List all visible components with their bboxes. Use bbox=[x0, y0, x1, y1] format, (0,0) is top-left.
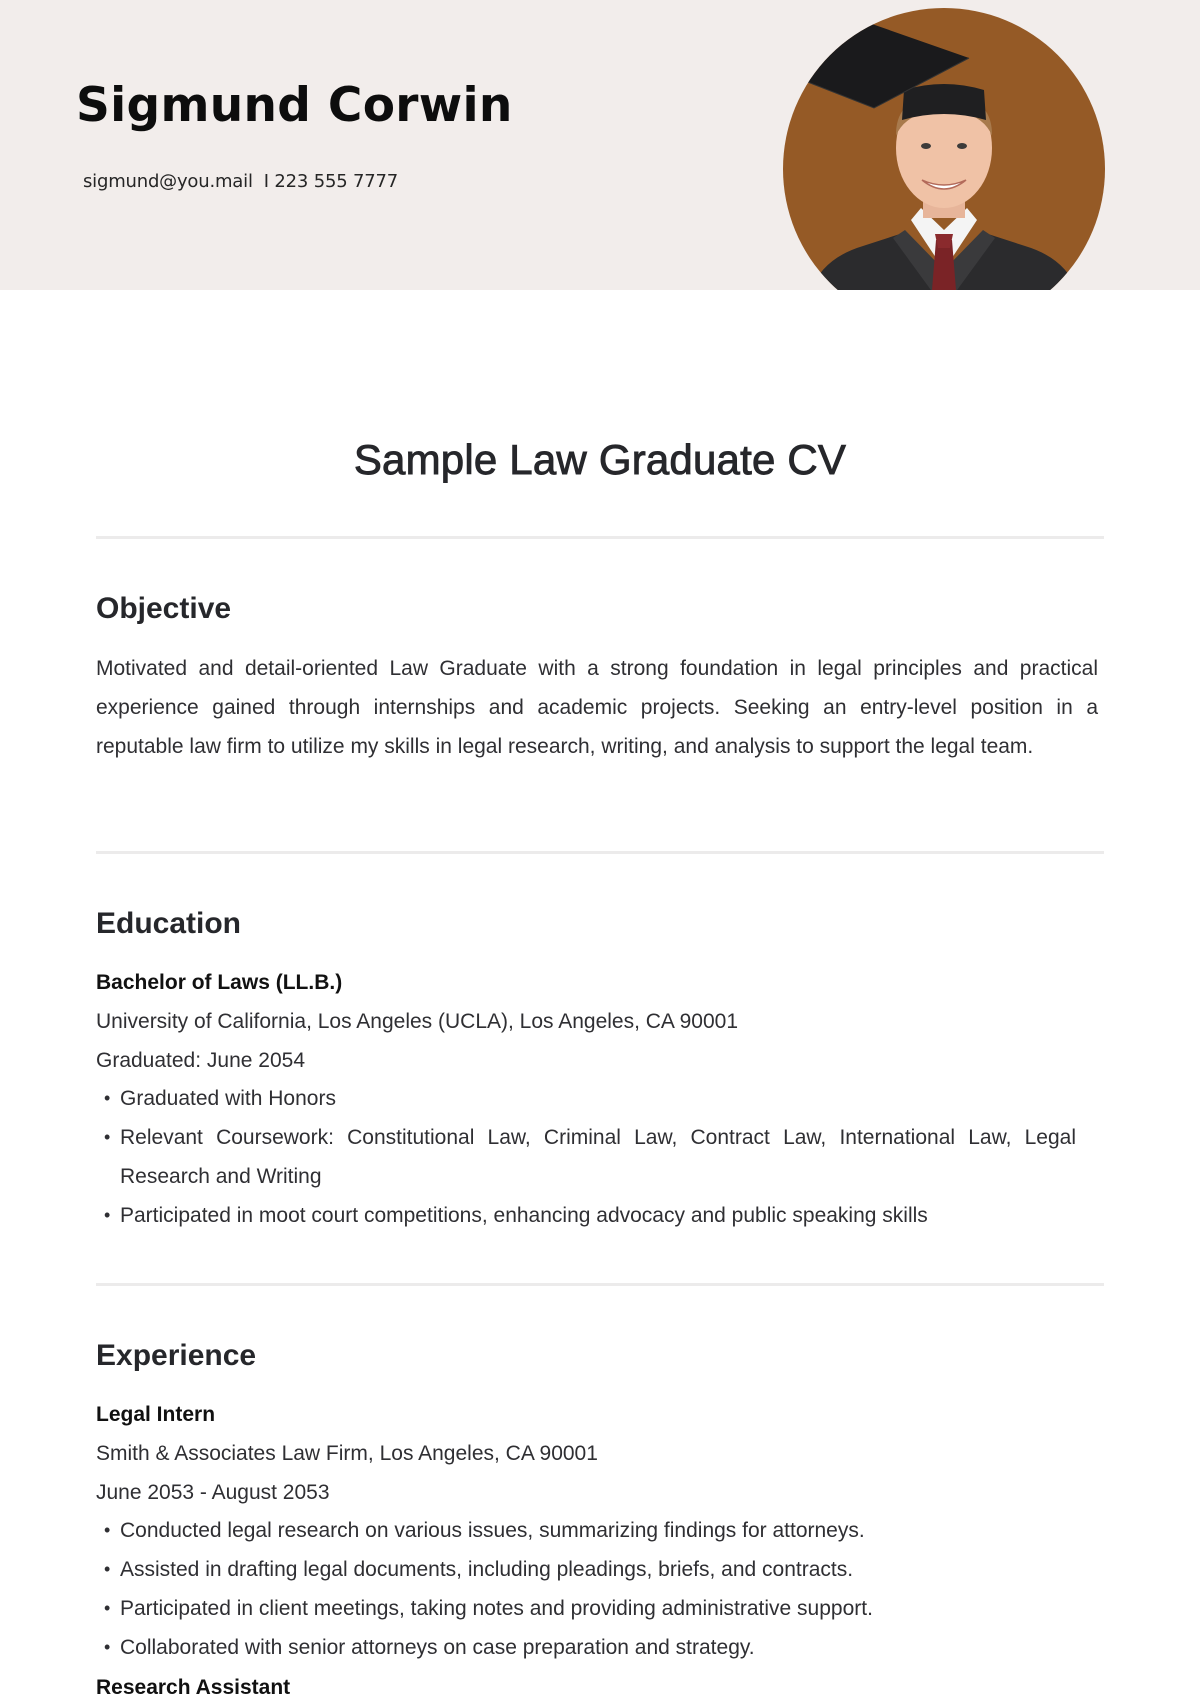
graduation-date: Graduated: June 2054 bbox=[96, 1049, 305, 1072]
section-divider bbox=[96, 536, 1104, 539]
list-item: • Participated in client meetings, taking notes and providing administrative support. bbox=[96, 1589, 1096, 1628]
section-divider bbox=[96, 1283, 1104, 1286]
experience-heading: Experience bbox=[96, 1339, 257, 1372]
list-item: • Conducted legal research on various issues, summarizing findings for attorneys. bbox=[96, 1511, 1096, 1550]
list-item: • Assisted in drafting legal documents, including pleadings, briefs, and contracts. bbox=[96, 1550, 1096, 1589]
list-item: • Participated in moot court competitions, enhancing advocacy and public speaking skills bbox=[96, 1196, 1076, 1235]
experience-bullets bbox=[96, 1511, 1096, 1667]
list-item: • Relevant Coursework: Constitutional Law, Criminal Law, Contract Law, International Law, Legal Research and Writing bbox=[96, 1118, 1076, 1196]
objective-text: Motivated and detail-oriented Law Graduate with a strong foundation in legal principles and practical experience gained through internships and academic projects. Seeking an entry-level position in a reputable law firm to utilize my skills in legal research, writing, and analysis to support the legal team. bbox=[96, 657, 1098, 758]
job-title: Research Assistant bbox=[96, 1676, 291, 1699]
organization: Smith & Associates Law Firm, Los Angeles, CA 90001 bbox=[96, 1442, 598, 1465]
degree-title: Bachelor of Laws (LL.B.) bbox=[96, 971, 343, 994]
job-title: Legal Intern bbox=[96, 1403, 216, 1426]
graduate-portrait-icon bbox=[783, 8, 1105, 290]
education-heading: Education bbox=[96, 907, 242, 940]
objective-heading: Objective bbox=[96, 592, 232, 625]
contact-info: sigmund@you.mail I 223 555 7777 bbox=[83, 171, 398, 192]
profile-photo bbox=[783, 8, 1105, 290]
document-title: Sample Law Graduate CV bbox=[353, 436, 847, 483]
institution: University of California, Los Angeles (UCLA), Los Angeles, CA 90001 bbox=[96, 1010, 739, 1033]
list-item: • Collaborated with senior attorneys on case preparation and strategy. bbox=[96, 1628, 1096, 1667]
section-divider bbox=[96, 851, 1104, 854]
employment-dates: June 2053 - August 2053 bbox=[96, 1481, 330, 1504]
list-item: • Graduated with Honors bbox=[96, 1079, 1076, 1118]
education-bullets bbox=[96, 1079, 1076, 1235]
candidate-name: Sigmund Corwin bbox=[76, 78, 513, 133]
cv-header bbox=[0, 0, 1200, 290]
